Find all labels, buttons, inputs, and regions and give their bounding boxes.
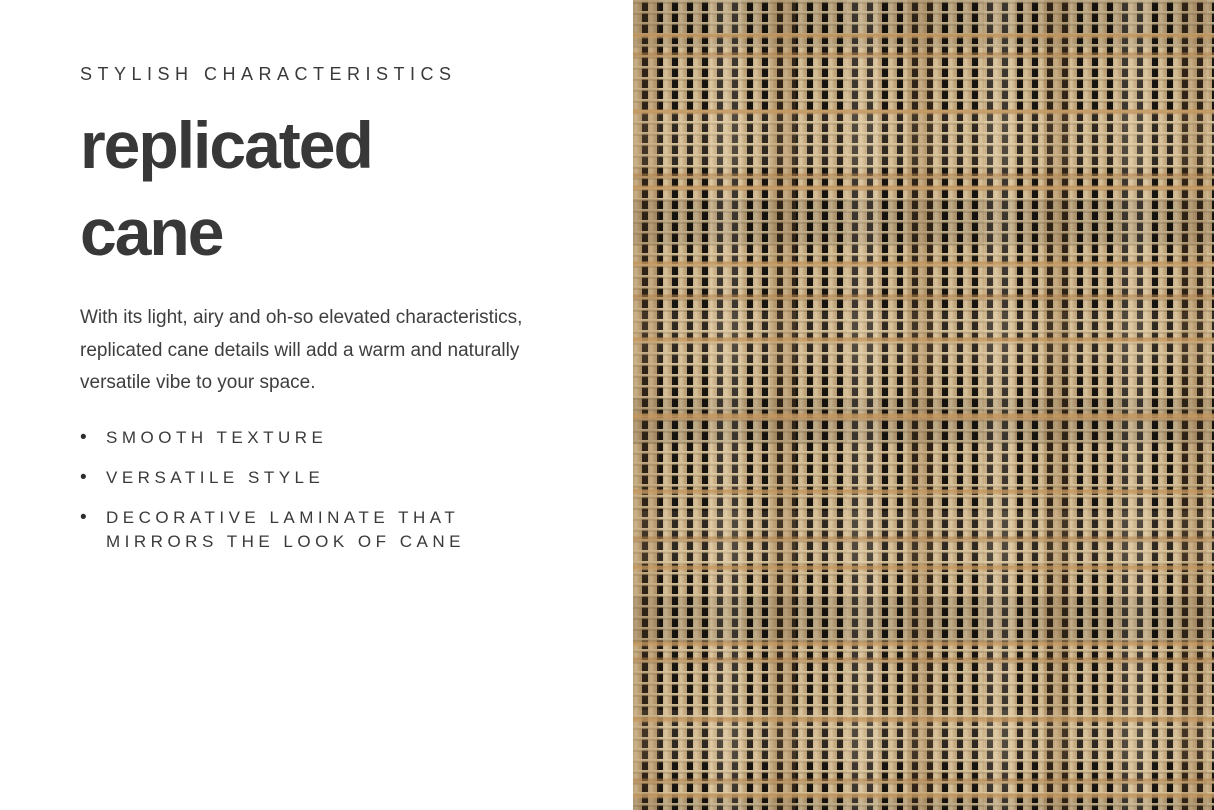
bullet-dot-icon: •	[80, 426, 87, 448]
description-paragraph	[80, 302, 633, 400]
list-item-line: DECORATIVE LAMINATE THAT	[106, 507, 460, 527]
cane-texture-image	[633, 0, 1214, 810]
description-line-1: With its light, airy and oh-so elevated characteristics,	[80, 307, 523, 328]
page-title	[80, 102, 633, 276]
bullet-dot-icon: •	[80, 466, 87, 488]
list-item-line: MIRRORS THE LOOK OF CANE	[106, 531, 465, 551]
list-item	[80, 426, 633, 450]
eyebrow-heading: STYLISH CHARACTERISTICS	[80, 64, 457, 84]
page-title-line-2: cane	[80, 195, 223, 269]
description-line-3: versatile vibe to your space.	[80, 372, 316, 393]
page-title-line-1: replicated	[80, 108, 372, 182]
list-item-label	[106, 506, 465, 554]
list-item	[80, 466, 633, 490]
list-item-line: VERSATILE STYLE	[106, 467, 325, 487]
list-item	[80, 506, 633, 554]
list-item-label	[106, 466, 324, 490]
bullet-dot-icon: •	[80, 506, 87, 528]
description-line-2: replicated cane details will add a warm and naturally	[80, 339, 520, 361]
list-item-line: SMOOTH TEXTURE	[106, 427, 328, 447]
list-item-label	[106, 426, 327, 450]
feature-list	[80, 426, 633, 554]
